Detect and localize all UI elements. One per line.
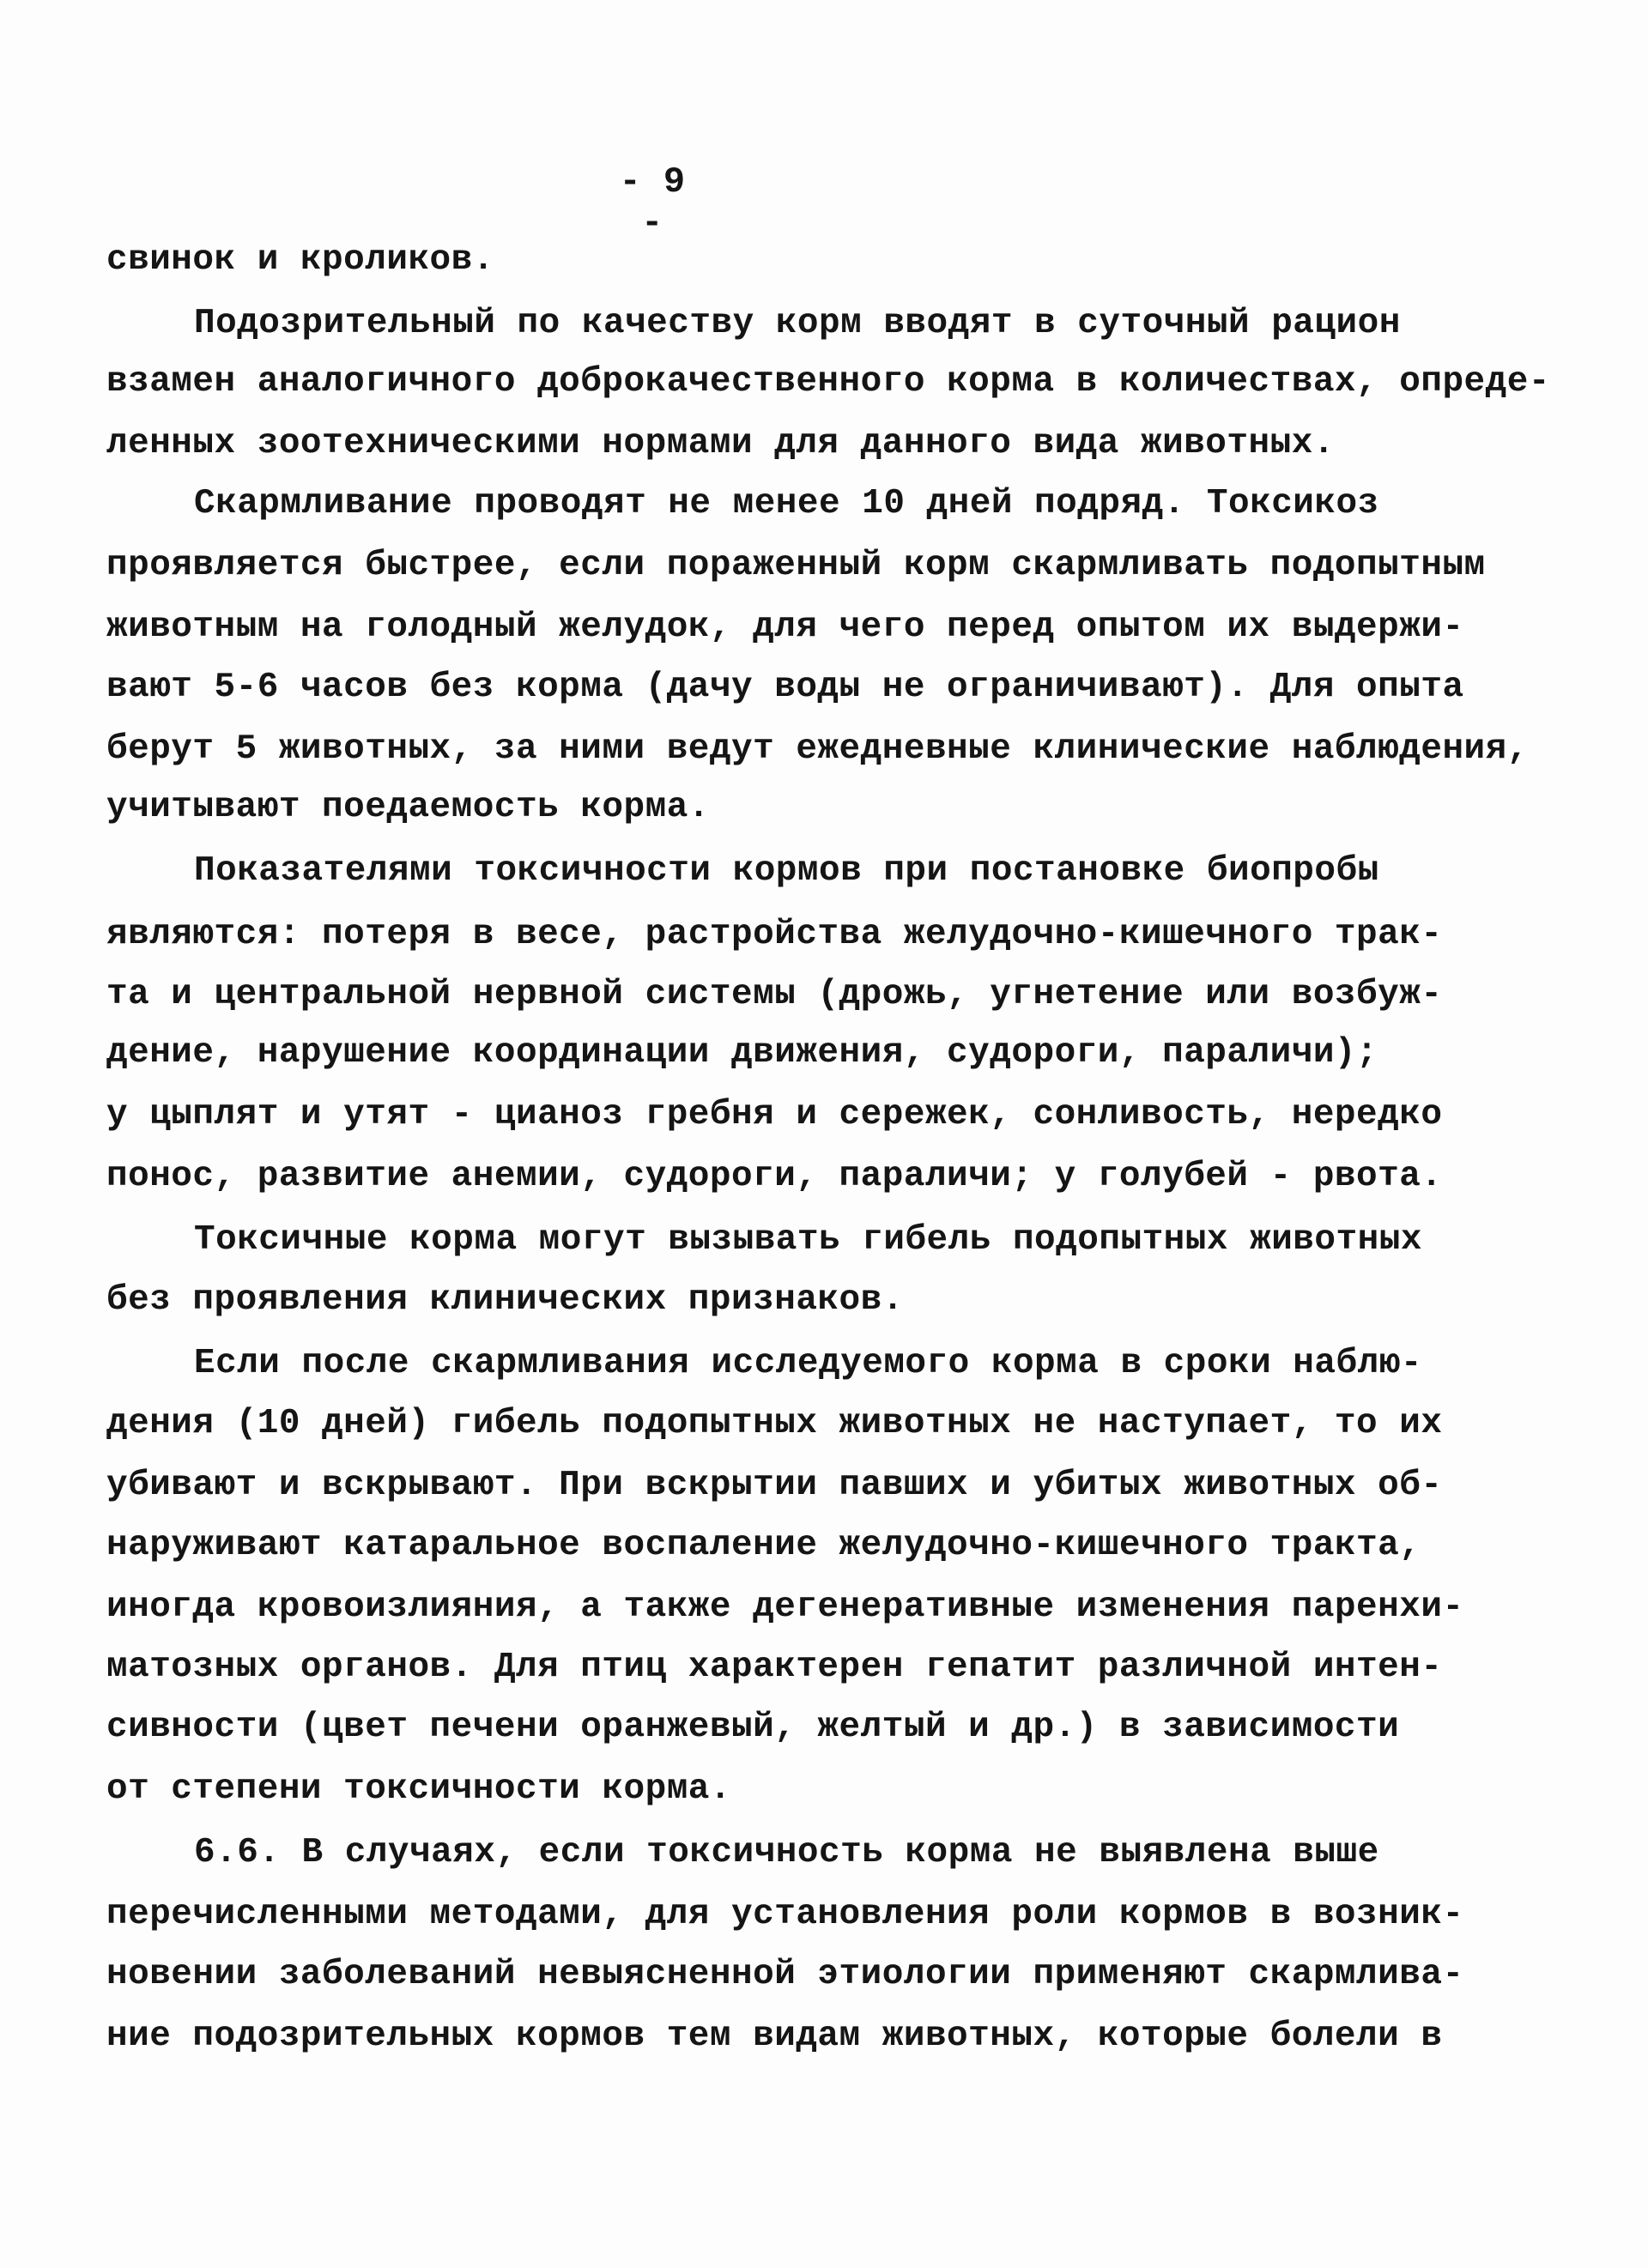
text-line: наруживают катаральное воспаление желудочно-кишечного тракта, xyxy=(106,1526,1421,1565)
text-line: дение, нарушение координации движения, судороги, параличи); xyxy=(106,1033,1378,1073)
text-line: животным на голодный желудок, для чего перед опытом их выдержи- xyxy=(106,608,1464,647)
text-line: Показателями токсичности кормов при постановке биопробы xyxy=(194,851,1379,891)
text-line: ние подозрительных кормов тем видам животных, которые болели в xyxy=(106,2017,1443,2056)
text-line: свинок и кроликов. xyxy=(106,240,494,280)
text-line: ленных зоотехническими нормами для данного вида животных. xyxy=(106,424,1335,463)
text-line: у цыплят и утят - цианоз гребня и сережек, сонливость, нередко xyxy=(106,1095,1443,1134)
text-line: дения (10 дней) гибель подопытных животных не наступает, то их xyxy=(106,1404,1443,1443)
text-line: вают 5-6 часов без корма (дачу воды не ограничивают). Для опыта xyxy=(106,668,1464,707)
text-line: проявляется быстрее, если пораженный корм скармливать подопытным xyxy=(106,546,1486,585)
text-line: матозных органов. Для птиц характерен гепатит различной интен- xyxy=(106,1648,1443,1687)
text-line: без проявления клинических признаков. xyxy=(106,1280,904,1320)
text-line: новении заболеваний невыясненной этиологии применяют скармлива- xyxy=(106,1955,1464,1994)
text-line: убивают и вскрывают. При вскрытии павших и убитых животных об- xyxy=(106,1466,1443,1505)
text-line: являются: потеря в весе, растройства желудочно-кишечного трак- xyxy=(106,915,1443,954)
text-line: сивности (цвет печени оранжевый, желтый и др.) в зависимости xyxy=(106,1708,1400,1747)
text-line: Токсичные корма могут вызывать гибель подопытных животных xyxy=(194,1220,1422,1260)
text-line: понос, развитие анемии, судороги, параличи; у голубей - рвота. xyxy=(106,1157,1443,1196)
text-line: Если после скармливания исследуемого корма в сроки наблю- xyxy=(194,1344,1422,1383)
text-line: перечисленными методами, для установления роли кормов в возник- xyxy=(106,1895,1464,1934)
page-number: - 9 - xyxy=(619,161,686,244)
text-line: Скармливание проводят не менее 10 дней подряд. Токсикоз xyxy=(194,484,1379,523)
text-line: та и центральной нервной системы (дрожь, угнетение или возбуж- xyxy=(106,975,1443,1014)
text-line: иногда кровоизлияния, а также дегенеративные изменения паренхи- xyxy=(106,1588,1464,1627)
text-line: 6.6. В случаях, если токсичность корма не выявлена выше xyxy=(194,1833,1379,1872)
text-line: Подозрительный по качеству корм вводят в суточный рацион xyxy=(194,304,1401,343)
text-line: взамен аналогичного доброкачественного корма в количествах, опреде- xyxy=(106,362,1550,402)
text-line: берут 5 животных, за ними ведут ежедневные клинические наблюдения, xyxy=(106,729,1529,769)
text-line: учитывают поедаемость корма. xyxy=(106,788,710,827)
text-line: от степени токсичности корма. xyxy=(106,1769,732,1809)
